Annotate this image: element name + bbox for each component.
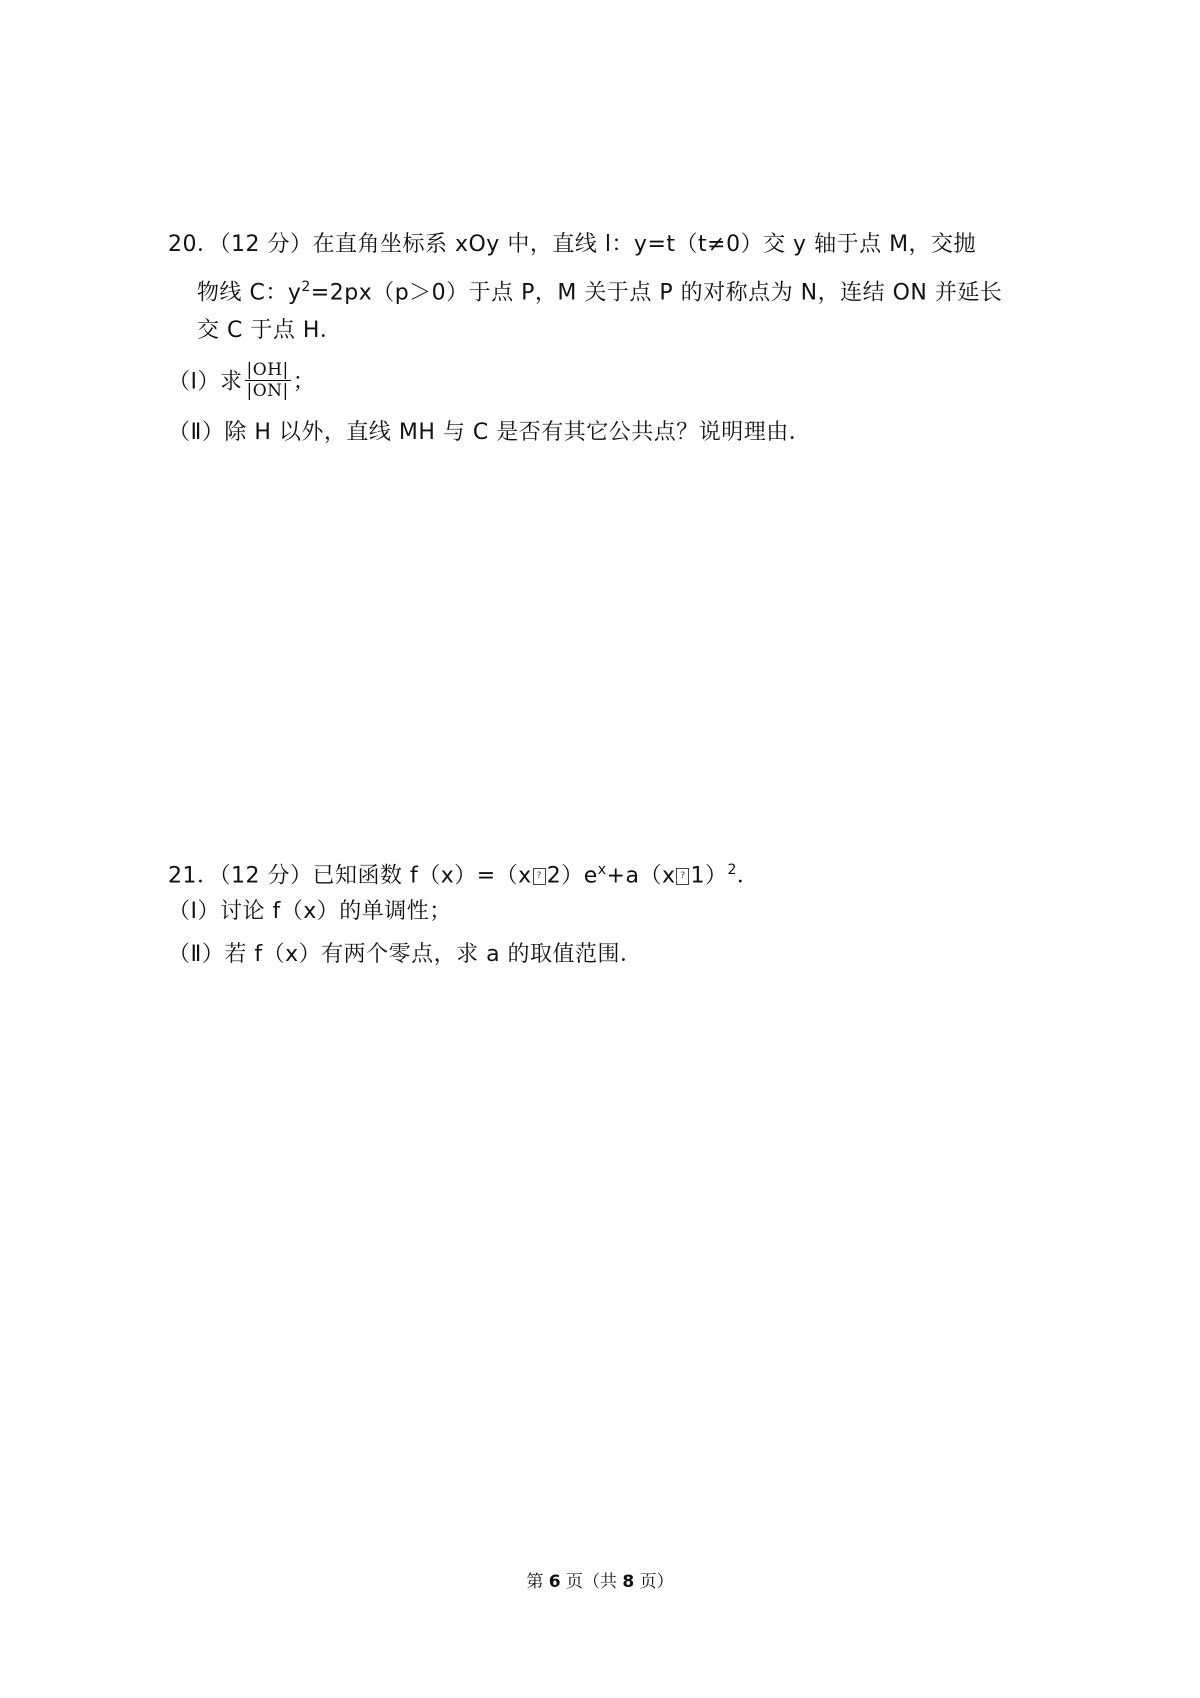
footer-total-pages: 8 — [622, 1572, 635, 1592]
missing-glyph-1: ? — [533, 868, 546, 885]
footer-prefix: 第 — [526, 1572, 549, 1592]
q21-text-b: 2）e — [546, 863, 598, 889]
q20-line-1 — [168, 230, 976, 260]
q20-part-1-suffix: ； — [292, 369, 316, 395]
q20-text-2a: 物线 C：y — [197, 280, 302, 306]
footer-suffix: 页） — [634, 1572, 674, 1592]
q20-part-1 — [168, 362, 315, 403]
fraction-denominator: |ON| — [246, 381, 289, 401]
ratio-fraction — [245, 360, 291, 401]
q20-text-1: 20．（12 分）在直角坐标系 xOy 中，直线 l：y=t（t≠0）交 y 轴于点 M，交抛 — [168, 232, 977, 257]
q20-text-2b: =2px（p＞0）于点 P，M 关于点 P 的对称点为 N，连结 ON 并延长 — [310, 280, 1003, 306]
q21-part-2 — [168, 940, 643, 970]
q21-line-1 — [168, 855, 759, 891]
q21-part-2-text: （Ⅱ）若 f（x）有两个零点，求 a 的取值范围． — [168, 942, 643, 967]
q21-text-c: +a（x — [606, 863, 676, 889]
fraction-numerator: |OH| — [245, 360, 291, 381]
q21-part-1-text: （Ⅰ）讨论 f（x）的单调性； — [168, 899, 452, 924]
q20-line-2 — [197, 272, 1002, 308]
q21-part-1 — [168, 897, 452, 927]
q20-part-2-text: （Ⅱ）除 H 以外，直线 MH 与 C 是否有其它公共点？说明理由． — [168, 420, 812, 445]
q21-text-d: 1） — [690, 863, 728, 889]
missing-glyph-2: ? — [676, 868, 689, 885]
q20-line-3 — [197, 316, 342, 346]
q21-text-a: 21．（12 分）已知函数 f（x）=（x — [168, 863, 532, 889]
q21-text-e: ． — [736, 863, 760, 889]
q21-exponent-2: 2 — [727, 862, 737, 878]
q20-superscript: 2 — [301, 279, 311, 295]
q20-part-1-prefix: （Ⅰ）求 — [168, 369, 243, 395]
footer-middle: 页（共 — [560, 1572, 623, 1592]
page-footer — [0, 1567, 1200, 1592]
q20-part-2 — [168, 418, 811, 448]
q21-exponent-x: x — [597, 862, 607, 878]
q20-text-3: 交 C 于点 H． — [197, 318, 343, 343]
footer-page-number: 6 — [548, 1572, 561, 1592]
